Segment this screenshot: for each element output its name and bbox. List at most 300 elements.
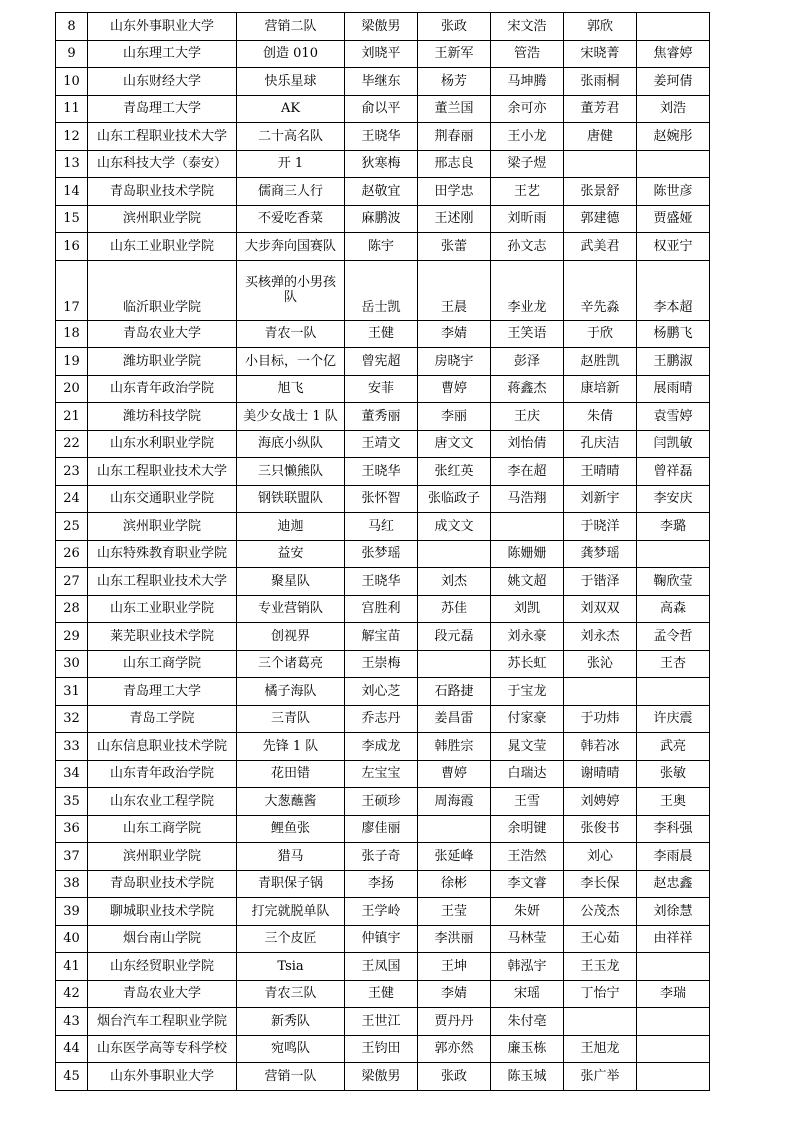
team-name-cell: 橘子海队 [237,678,345,706]
member-3-cell: 李长保 [564,870,637,898]
member-1-cell: 王晨 [418,260,491,320]
member-1-cell: 曹婷 [418,375,491,403]
member-4-cell: 刘徐慧 [637,898,710,926]
member-1-cell: 苏佳 [418,595,491,623]
table-row [56,178,710,206]
row-number-cell: 28 [56,595,88,623]
team-name-cell: 宛鸣队 [237,1035,345,1063]
member-3-cell [564,1008,637,1036]
team-name-cell: Tsia [237,953,345,981]
advisor-cell: 李扬 [345,870,418,898]
table-row [56,320,710,348]
member-3-cell: 王玉龙 [564,953,637,981]
school-name-cell: 山东工业职业学院 [88,595,237,623]
member-2-cell: 宋文浩 [491,13,564,41]
member-4-cell: 闫凯敏 [637,430,710,458]
member-2-cell: 姚文超 [491,568,564,596]
member-4-cell: 李瑞 [637,980,710,1008]
member-1-cell: 刘杰 [418,568,491,596]
member-3-cell: 张俊书 [564,815,637,843]
school-name-cell: 山东农业工程学院 [88,788,237,816]
advisor-cell: 狄寒梅 [345,150,418,178]
team-name-cell: 钢铁联盟队 [237,485,345,513]
team-name-cell: 美少女战士 1 队 [237,403,345,431]
table-row [56,513,710,541]
team-name-cell: 海底小纵队 [237,430,345,458]
team-name-cell: 营销二队 [237,13,345,41]
member-3-cell: 张景舒 [564,178,637,206]
advisor-cell: 梁傲男 [345,13,418,41]
member-3-cell [564,678,637,706]
row-number-cell: 19 [56,348,88,376]
member-3-cell: 于锴泽 [564,568,637,596]
member-2-cell: 王小龙 [491,123,564,151]
row-number-cell: 41 [56,953,88,981]
member-3-cell: 武美君 [564,233,637,261]
member-3-cell: 宋晓菁 [564,40,637,68]
member-2-cell: 韩泓宇 [491,953,564,981]
table-row [56,458,710,486]
member-1-cell [418,540,491,568]
member-2-cell: 宋瑶 [491,980,564,1008]
member-2-cell: 廉玉栋 [491,1035,564,1063]
school-name-cell: 山东工程职业技术大学 [88,568,237,596]
row-number-cell: 18 [56,320,88,348]
school-name-cell: 潍坊科技学院 [88,403,237,431]
member-3-cell: 郭建德 [564,205,637,233]
table-row [56,1035,710,1063]
member-4-cell: 展雨晴 [637,375,710,403]
team-name-cell: 不爱吃香菜 [237,205,345,233]
school-name-cell: 临沂职业学院 [88,260,237,320]
table-row [56,980,710,1008]
school-name-cell: 青岛农业大学 [88,320,237,348]
member-4-cell: 王奥 [637,788,710,816]
table-row [56,1008,710,1036]
row-number-cell: 10 [56,68,88,96]
member-2-cell: 陈玉城 [491,1063,564,1091]
table-row [56,925,710,953]
member-2-cell: 王雪 [491,788,564,816]
row-number-cell: 45 [56,1063,88,1091]
member-1-cell: 张政 [418,1063,491,1091]
team-name-cell: 打完就脱单队 [237,898,345,926]
advisor-cell: 赵敬宜 [345,178,418,206]
school-name-cell: 山东经贸职业学院 [88,953,237,981]
member-1-cell: 周海霞 [418,788,491,816]
table-row [56,760,710,788]
school-name-cell: 潍坊职业学院 [88,348,237,376]
member-3-cell: 张沁 [564,650,637,678]
member-1-cell [418,650,491,678]
member-2-cell: 苏长虹 [491,650,564,678]
table-row [56,233,710,261]
member-1-cell: 张蕾 [418,233,491,261]
member-4-cell: 王杏 [637,650,710,678]
team-name-cell: 开 1 [237,150,345,178]
member-1-cell: 邢志良 [418,150,491,178]
member-1-cell: 张政 [418,13,491,41]
member-1-cell: 张临政子 [418,485,491,513]
team-name-cell: 三青队 [237,705,345,733]
member-4-cell: 由祥祥 [637,925,710,953]
table-row [56,843,710,871]
school-name-cell: 山东工商学院 [88,815,237,843]
team-name-cell: 专业营销队 [237,595,345,623]
advisor-cell: 宫胜利 [345,595,418,623]
table-row [56,150,710,178]
team-name-cell: 大葱蘸酱 [237,788,345,816]
school-name-cell: 滨州职业学院 [88,513,237,541]
member-4-cell: 李本超 [637,260,710,320]
school-name-cell: 山东特殊教育职业学院 [88,540,237,568]
row-number-cell: 32 [56,705,88,733]
advisor-cell: 左宝宝 [345,760,418,788]
team-name-cell: 先锋 1 队 [237,733,345,761]
member-4-cell: 李科强 [637,815,710,843]
advisor-cell: 王健 [345,320,418,348]
team-name-cell: 旭飞 [237,375,345,403]
team-name-cell: 青农三队 [237,980,345,1008]
school-name-cell: 滨州职业学院 [88,843,237,871]
member-3-cell: 辛先淼 [564,260,637,320]
advisor-cell: 王晓华 [345,458,418,486]
member-4-cell: 曾祥磊 [637,458,710,486]
member-1-cell: 段元磊 [418,623,491,651]
row-number-cell: 8 [56,13,88,41]
row-number-cell: 23 [56,458,88,486]
team-name-cell: 青职保子锅 [237,870,345,898]
school-name-cell: 青岛工学院 [88,705,237,733]
advisor-cell: 张子奇 [345,843,418,871]
member-1-cell: 郭亦然 [418,1035,491,1063]
team-name-cell: 创视界 [237,623,345,651]
member-1-cell: 贾丹丹 [418,1008,491,1036]
member-2-cell: 蒋鑫杰 [491,375,564,403]
member-1-cell: 王莹 [418,898,491,926]
school-name-cell: 烟台南山学院 [88,925,237,953]
member-1-cell: 张红英 [418,458,491,486]
member-2-cell: 白瑞达 [491,760,564,788]
member-3-cell: 张雨桐 [564,68,637,96]
advisor-cell: 刘心芝 [345,678,418,706]
member-3-cell: 丁怡宁 [564,980,637,1008]
advisor-cell: 解宝苗 [345,623,418,651]
member-4-cell: 鞠欣莹 [637,568,710,596]
member-4-cell: 刘浩 [637,95,710,123]
row-number-cell: 11 [56,95,88,123]
school-name-cell: 山东信息职业技术学院 [88,733,237,761]
table-row [56,68,710,96]
row-number-cell: 27 [56,568,88,596]
row-number-cell: 39 [56,898,88,926]
member-1-cell: 韩胜宗 [418,733,491,761]
team-roster-table [55,12,710,1091]
advisor-cell: 董秀丽 [345,403,418,431]
member-2-cell: 余可亦 [491,95,564,123]
team-name-cell: 新秀队 [237,1008,345,1036]
table-row [56,40,710,68]
member-2-cell: 李业龙 [491,260,564,320]
member-4-cell: 李雨晨 [637,843,710,871]
member-1-cell: 李丽 [418,403,491,431]
table-row [56,375,710,403]
row-number-cell: 42 [56,980,88,1008]
row-number-cell: 24 [56,485,88,513]
member-4-cell [637,678,710,706]
member-2-cell: 梁子煜 [491,150,564,178]
table-row [56,623,710,651]
table-row [56,650,710,678]
member-1-cell: 荆春丽 [418,123,491,151]
member-4-cell: 赵忠鑫 [637,870,710,898]
advisor-cell: 梁傲男 [345,1063,418,1091]
school-name-cell: 山东青年政治学院 [88,375,237,403]
member-2-cell: 付家豪 [491,705,564,733]
member-1-cell: 曹婷 [418,760,491,788]
table-row [56,1063,710,1091]
member-1-cell: 李洪丽 [418,925,491,953]
member-1-cell: 唐文文 [418,430,491,458]
member-4-cell: 孟令哲 [637,623,710,651]
member-1-cell: 王述刚 [418,205,491,233]
advisor-cell: 王健 [345,980,418,1008]
member-4-cell: 赵婉彤 [637,123,710,151]
school-name-cell: 青岛理工大学 [88,95,237,123]
team-name-cell: 买核弹的小男孩队 [237,260,345,320]
team-name-cell: 三个诸葛亮 [237,650,345,678]
row-number-cell: 26 [56,540,88,568]
row-number-cell: 16 [56,233,88,261]
school-name-cell: 青岛职业技术学院 [88,178,237,206]
team-name-cell: 鲤鱼张 [237,815,345,843]
row-number-cell: 36 [56,815,88,843]
member-4-cell [637,953,710,981]
member-1-cell: 成文文 [418,513,491,541]
team-name-cell: 益安 [237,540,345,568]
team-name-cell: 三只懒熊队 [237,458,345,486]
school-name-cell: 滨州职业学院 [88,205,237,233]
table-row [56,348,710,376]
member-2-cell: 马浩翔 [491,485,564,513]
table-row [56,123,710,151]
school-name-cell: 山东科技大学（泰安） [88,150,237,178]
row-number-cell: 29 [56,623,88,651]
member-4-cell [637,1063,710,1091]
member-3-cell: 郭欣 [564,13,637,41]
member-2-cell: 刘怡倩 [491,430,564,458]
team-name-cell: 大步奔向国赛队 [237,233,345,261]
member-2-cell: 晁文莹 [491,733,564,761]
advisor-cell: 王硕珍 [345,788,418,816]
advisor-cell: 陈宇 [345,233,418,261]
row-number-cell: 37 [56,843,88,871]
row-number-cell: 9 [56,40,88,68]
member-4-cell: 杨鹏飞 [637,320,710,348]
member-1-cell: 董兰国 [418,95,491,123]
row-number-cell: 35 [56,788,88,816]
member-3-cell: 朱倩 [564,403,637,431]
member-1-cell [418,815,491,843]
team-name-cell: 快乐星球 [237,68,345,96]
table-row [56,205,710,233]
member-2-cell: 彭泽 [491,348,564,376]
school-name-cell: 山东理工大学 [88,40,237,68]
row-number-cell: 44 [56,1035,88,1063]
member-3-cell: 张广举 [564,1063,637,1091]
advisor-cell: 王凤国 [345,953,418,981]
member-2-cell: 孙文志 [491,233,564,261]
row-number-cell: 30 [56,650,88,678]
member-2-cell: 朱妍 [491,898,564,926]
member-2-cell: 李文睿 [491,870,564,898]
member-3-cell: 龚梦瑶 [564,540,637,568]
member-2-cell: 刘昕雨 [491,205,564,233]
row-number-cell: 13 [56,150,88,178]
team-name-cell: 创造 010 [237,40,345,68]
member-3-cell: 刘心 [564,843,637,871]
member-3-cell: 孔庆洁 [564,430,637,458]
school-name-cell: 山东交通职业学院 [88,485,237,513]
advisor-cell: 麻鹏波 [345,205,418,233]
school-name-cell: 山东青年政治学院 [88,760,237,788]
member-1-cell: 王新军 [418,40,491,68]
member-3-cell: 公茂杰 [564,898,637,926]
member-4-cell [637,13,710,41]
row-number-cell: 12 [56,123,88,151]
member-3-cell: 刘永杰 [564,623,637,651]
table-row [56,568,710,596]
row-number-cell: 40 [56,925,88,953]
member-2-cell: 李在超 [491,458,564,486]
row-number-cell: 25 [56,513,88,541]
school-name-cell: 山东外事职业大学 [88,13,237,41]
advisor-cell: 俞以平 [345,95,418,123]
member-3-cell: 谢晴晴 [564,760,637,788]
table-row [56,870,710,898]
member-3-cell: 王旭龙 [564,1035,637,1063]
school-name-cell: 青岛职业技术学院 [88,870,237,898]
row-number-cell: 43 [56,1008,88,1036]
advisor-cell: 曾宪超 [345,348,418,376]
member-3-cell: 赵胜凯 [564,348,637,376]
member-4-cell [637,1008,710,1036]
team-name-cell: 聚星队 [237,568,345,596]
member-2-cell: 马坤腾 [491,68,564,96]
advisor-cell: 安菲 [345,375,418,403]
school-name-cell: 青岛理工大学 [88,678,237,706]
school-name-cell: 山东工商学院 [88,650,237,678]
advisor-cell: 乔志丹 [345,705,418,733]
member-1-cell: 王坤 [418,953,491,981]
advisor-cell: 王晓华 [345,568,418,596]
advisor-cell: 廖佳丽 [345,815,418,843]
table-row [56,595,710,623]
member-4-cell: 许庆震 [637,705,710,733]
advisor-cell: 岳士凯 [345,260,418,320]
advisor-cell: 王晓华 [345,123,418,151]
school-name-cell: 山东工业职业学院 [88,233,237,261]
table-row [56,260,710,320]
member-1-cell: 石路捷 [418,678,491,706]
advisor-cell: 张怀智 [345,485,418,513]
member-4-cell: 权亚宁 [637,233,710,261]
member-1-cell: 张延峰 [418,843,491,871]
school-name-cell: 山东医学高等专科学校 [88,1035,237,1063]
row-number-cell: 34 [56,760,88,788]
row-number-cell: 31 [56,678,88,706]
advisor-cell: 刘晓平 [345,40,418,68]
table-row [56,95,710,123]
member-3-cell: 刘双双 [564,595,637,623]
advisor-cell: 仲镇宇 [345,925,418,953]
advisor-cell: 李成龙 [345,733,418,761]
advisor-cell: 王学岭 [345,898,418,926]
advisor-cell: 马红 [345,513,418,541]
member-4-cell: 王鹏淑 [637,348,710,376]
advisor-cell: 张梦瑶 [345,540,418,568]
member-4-cell: 陈世彦 [637,178,710,206]
team-name-cell: 小目标，一个亿 [237,348,345,376]
member-1-cell: 杨芳 [418,68,491,96]
member-2-cell: 王浩然 [491,843,564,871]
team-name-cell: 儒商三人行 [237,178,345,206]
advisor-cell: 王钧田 [345,1035,418,1063]
member-2-cell: 陈姗姗 [491,540,564,568]
team-name-cell: 营销一队 [237,1063,345,1091]
member-4-cell [637,540,710,568]
member-1-cell: 田学忠 [418,178,491,206]
member-2-cell: 管浩 [491,40,564,68]
member-1-cell: 徐彬 [418,870,491,898]
member-4-cell: 焦睿婷 [637,40,710,68]
row-number-cell: 17 [56,260,88,320]
school-name-cell: 烟台汽车工程职业学院 [88,1008,237,1036]
member-2-cell: 刘永豪 [491,623,564,651]
member-1-cell: 姜昌雷 [418,705,491,733]
table-row [56,430,710,458]
team-name-cell: 迪迦 [237,513,345,541]
table-row [56,815,710,843]
member-3-cell: 刘新宇 [564,485,637,513]
member-3-cell: 唐健 [564,123,637,151]
member-2-cell: 王笑语 [491,320,564,348]
row-number-cell: 14 [56,178,88,206]
row-number-cell: 15 [56,205,88,233]
advisor-cell: 王靖文 [345,430,418,458]
advisor-cell: 王世江 [345,1008,418,1036]
table-row [56,953,710,981]
member-2-cell: 于宝龙 [491,678,564,706]
member-2-cell: 王艺 [491,178,564,206]
member-3-cell: 于功炜 [564,705,637,733]
member-4-cell [637,1035,710,1063]
team-name-cell: 二十高名队 [237,123,345,151]
member-4-cell: 李安庆 [637,485,710,513]
member-4-cell [637,150,710,178]
member-3-cell: 刘娉婷 [564,788,637,816]
member-2-cell: 王庆 [491,403,564,431]
school-name-cell: 山东外事职业大学 [88,1063,237,1091]
member-1-cell: 李婧 [418,320,491,348]
row-number-cell: 20 [56,375,88,403]
school-name-cell: 山东工程职业技术大学 [88,458,237,486]
school-name-cell: 青岛农业大学 [88,980,237,1008]
team-name-cell: 花田错 [237,760,345,788]
school-name-cell: 莱芜职业技术学院 [88,623,237,651]
member-3-cell: 于晓洋 [564,513,637,541]
team-name-cell: 青农一队 [237,320,345,348]
